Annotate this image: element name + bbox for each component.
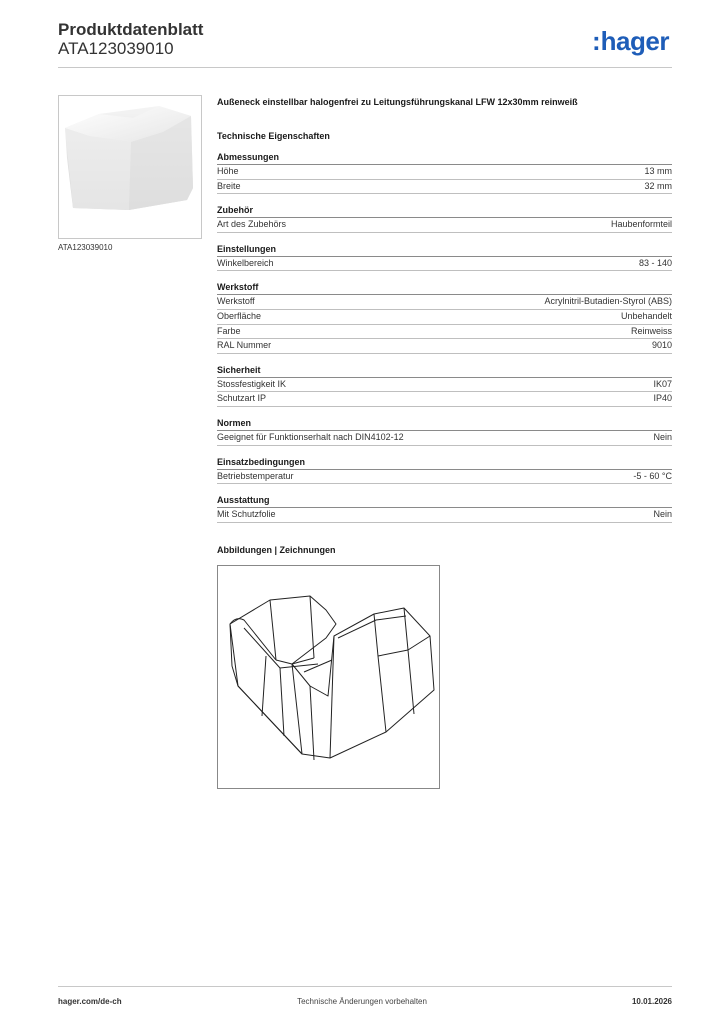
group-title: Werkstoff xyxy=(217,281,672,295)
property-group xyxy=(217,243,672,272)
group-title: Normen xyxy=(217,417,672,431)
product-image-caption: ATA123039010 xyxy=(58,243,113,252)
property-value: Nein xyxy=(653,509,672,520)
property-label: Art des Zubehörs xyxy=(217,219,287,230)
page-title: Produktdatenblatt xyxy=(58,20,204,39)
property-group xyxy=(217,494,672,523)
group-title: Abmessungen xyxy=(217,151,672,165)
property-row xyxy=(217,310,672,325)
property-group xyxy=(217,364,672,407)
property-row xyxy=(217,508,672,523)
section-heading: Technische Eigenschaften xyxy=(217,131,330,141)
article-number: ATA123039010 xyxy=(58,39,174,58)
property-value: 13 mm xyxy=(644,166,672,176)
property-value: Reinweiss xyxy=(630,325,672,336)
property-label: Breite xyxy=(217,180,241,191)
property-row xyxy=(217,470,672,485)
technical-drawing xyxy=(217,565,440,789)
header-divider xyxy=(58,67,672,68)
group-title: Ausstattung xyxy=(217,494,672,508)
property-label: Werkstoff xyxy=(217,296,255,307)
property-value: Haubenformteil xyxy=(610,219,672,230)
property-groups xyxy=(217,151,672,523)
property-group xyxy=(217,281,672,353)
product-details xyxy=(217,96,672,555)
property-group xyxy=(217,417,672,446)
group-title: Einsatzbedingungen xyxy=(217,456,672,470)
property-label: Winkelbereich xyxy=(217,257,274,268)
property-row xyxy=(217,218,672,233)
property-value: Acrylnitril-Butadien-Styrol (ABS) xyxy=(544,296,672,307)
property-row xyxy=(217,339,672,354)
property-value: 9010 xyxy=(651,340,672,351)
group-title: Einstellungen xyxy=(217,243,672,257)
figures-title: Abbildungen | Zeichnungen xyxy=(217,544,336,555)
property-label: Höhe xyxy=(217,166,239,176)
property-row xyxy=(217,165,672,180)
footer-notice: Technische Änderungen vorbehalten xyxy=(297,997,427,1006)
property-value: IP40 xyxy=(653,393,672,404)
footer-date: 10.01.2026 xyxy=(631,997,672,1006)
group-title: Zubehör xyxy=(217,204,672,218)
property-value: Unbehandelt xyxy=(620,310,672,321)
property-row xyxy=(217,431,672,446)
property-value: Nein xyxy=(653,431,672,442)
logo-text: hager xyxy=(600,26,669,56)
product-photo xyxy=(58,95,202,239)
property-label: Betriebstemperatur xyxy=(217,470,294,481)
property-row xyxy=(217,180,672,195)
property-group xyxy=(217,204,672,233)
property-row xyxy=(217,378,672,393)
property-label: Oberfläche xyxy=(217,310,262,321)
property-row xyxy=(217,257,672,272)
property-value: 83 - 140 xyxy=(638,257,672,268)
property-group xyxy=(217,456,672,485)
property-row xyxy=(217,392,672,407)
property-label: Farbe xyxy=(217,325,241,336)
property-group xyxy=(217,151,672,194)
property-label: Geeignet für Funktionserhalt nach DIN4102-12 xyxy=(217,431,404,442)
property-row xyxy=(217,325,672,340)
property-value: -5 - 60 °C xyxy=(633,470,672,481)
hager-logo: :hager xyxy=(592,26,669,56)
property-label: Stossfestigkeit IK xyxy=(217,378,287,389)
property-label: Schutzart IP xyxy=(217,393,267,404)
property-label: RAL Nummer xyxy=(217,340,272,351)
footer-divider xyxy=(58,986,672,987)
group-title: Sicherheit xyxy=(217,364,672,378)
property-value: 32 mm xyxy=(644,180,672,191)
property-value: IK07 xyxy=(653,378,672,389)
footer-website[interactable]: hager.com/de-ch xyxy=(58,997,122,1006)
product-name: Außeneck einstellbar halogenfrei zu Leitungsführungskanal LFW 12x30mm reinweiß xyxy=(217,97,578,107)
property-label: Mit Schutzfolie xyxy=(217,509,276,520)
property-row xyxy=(217,295,672,310)
